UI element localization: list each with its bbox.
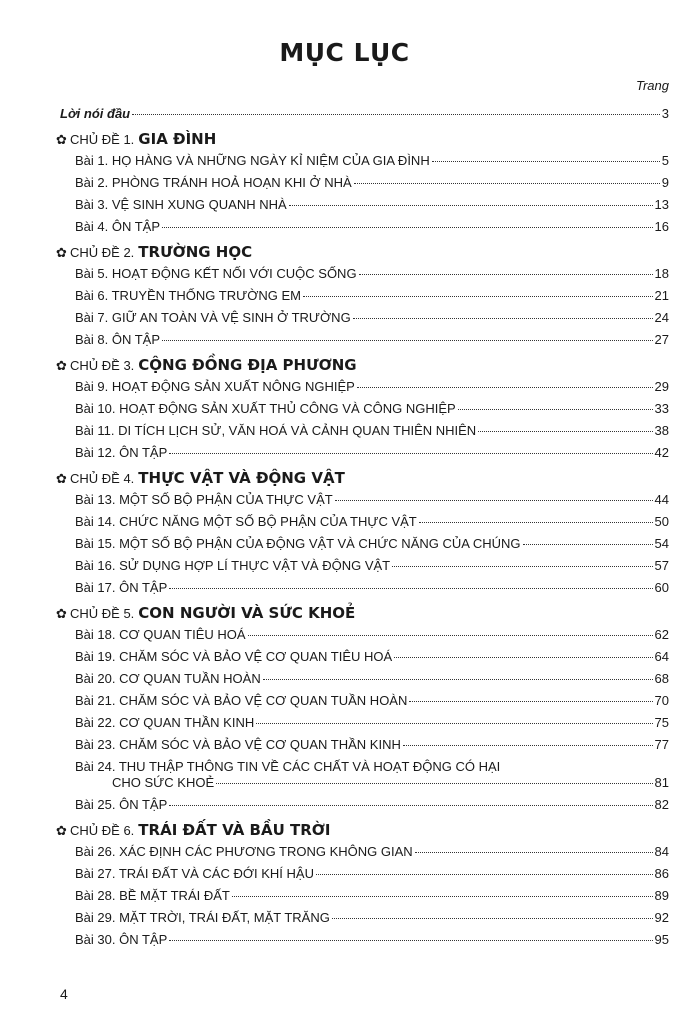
lesson-entry[interactable] <box>60 756 669 794</box>
topic-prefix: CHỦ ĐỀ 5. <box>70 606 135 621</box>
topic-name: THỰC VẬT VÀ ĐỘNG VẬT <box>138 469 345 487</box>
lesson-title: Bài 10. HOẠT ĐỘNG SẢN XUẤT THỦ CÔNG VÀ CÔNG NGHIỆP <box>75 401 456 416</box>
lesson-page-number: 29 <box>654 379 669 394</box>
lesson-page-number: 42 <box>654 445 669 460</box>
lesson-page-number: 21 <box>654 288 669 303</box>
leader-dots <box>359 274 653 275</box>
lesson-title: Bài 20. CƠ QUAN TUẦN HOÀN <box>75 671 261 686</box>
topic-prefix: CHỦ ĐỀ 6. <box>70 823 135 838</box>
table-of-contents <box>56 103 669 951</box>
leader-dots <box>216 783 652 784</box>
lesson-entry[interactable] <box>60 150 669 172</box>
lesson-page-number: 89 <box>654 888 669 903</box>
lesson-page-number: 57 <box>654 558 669 573</box>
lesson-entry[interactable] <box>60 285 669 307</box>
leader-dots <box>523 544 653 545</box>
lesson-title: Bài 8. ÔN TẬP <box>75 332 161 347</box>
leader-dots <box>432 161 660 162</box>
lesson-entry[interactable] <box>60 885 669 907</box>
leader-dots <box>415 852 653 853</box>
lesson-entry[interactable] <box>60 690 669 712</box>
lesson-page-number: 44 <box>654 492 669 507</box>
lesson-entry[interactable] <box>60 863 669 885</box>
lesson-page-number: 9 <box>661 175 669 190</box>
lesson-entry[interactable] <box>60 646 669 668</box>
lesson-title: Bài 28. BỀ MẶT TRÁI ĐẤT <box>75 888 230 903</box>
lesson-entry[interactable] <box>60 511 669 533</box>
topic-prefix: CHỦ ĐỀ 2. <box>70 245 135 260</box>
lesson-title: Bài 21. CHĂM SÓC VÀ BẢO VỆ CƠ QUAN TUẦN HOÀN <box>75 693 408 708</box>
lesson-page-number: 38 <box>654 423 669 438</box>
lesson-entry[interactable] <box>60 794 669 816</box>
lesson-title: Bài 7. GIỮ AN TOÀN VÀ VỆ SINH Ở TRƯỜNG <box>75 310 351 325</box>
topic-name: GIA ĐÌNH <box>138 130 217 148</box>
lesson-title: Bài 25. ÔN TẬP <box>75 797 168 812</box>
lesson-title: Bài 30. ÔN TẬP <box>75 932 168 947</box>
lesson-entry[interactable] <box>60 577 669 599</box>
page-column-label: Trang <box>636 78 669 93</box>
leader-dots <box>303 296 653 297</box>
lesson-entry[interactable] <box>60 420 669 442</box>
lesson-title: Bài 15. MỘT SỐ BỘ PHẬN CỦA ĐỘNG VẬT VÀ CHỨC NĂNG CỦA CHÚNG <box>75 536 521 551</box>
lesson-page-number: 60 <box>654 580 669 595</box>
leader-dots <box>354 183 660 184</box>
lesson-title: Bài 19. CHĂM SÓC VÀ BẢO VỆ CƠ QUAN TIÊU HOÁ <box>75 649 393 664</box>
lesson-entry[interactable] <box>60 216 669 238</box>
leader-dots <box>169 453 652 454</box>
lesson-title: Bài 27. TRÁI ĐẤT VÀ CÁC ĐỚI KHÍ HẬU <box>75 866 314 881</box>
lesson-page-number: 92 <box>654 910 669 925</box>
topic-heading[interactable] <box>56 599 669 624</box>
lesson-page-number: 95 <box>654 932 669 947</box>
leader-dots <box>478 431 652 432</box>
lesson-title: Bài 23. CHĂM SÓC VÀ BẢO VỆ CƠ QUAN THẦN KINH <box>75 737 401 752</box>
toc-intro-entry[interactable] <box>60 103 669 125</box>
leader-dots <box>403 745 653 746</box>
leader-dots <box>458 409 653 410</box>
lesson-entry[interactable] <box>60 734 669 756</box>
lesson-page-number: 33 <box>654 401 669 416</box>
lesson-title: Bài 11. DI TÍCH LỊCH SỬ, VĂN HOÁ VÀ CẢNH QUAN THIÊN NHIÊN <box>75 423 477 438</box>
lesson-title: Bài 22. CƠ QUAN THẦN KINH <box>75 715 255 730</box>
leader-dots <box>335 500 653 501</box>
lesson-title: Bài 12. ÔN TẬP <box>75 445 168 460</box>
lesson-title: Bài 4. ÔN TẬP <box>75 219 161 234</box>
topic-heading[interactable] <box>56 464 669 489</box>
lesson-entry[interactable] <box>60 307 669 329</box>
leader-dots <box>394 657 652 658</box>
lesson-title: Bài 17. ÔN TẬP <box>75 580 168 595</box>
lesson-entry[interactable] <box>60 489 669 511</box>
leader-dots <box>289 205 653 206</box>
leader-dots <box>419 522 653 523</box>
lesson-title: Bài 26. XÁC ĐỊNH CÁC PHƯƠNG TRONG KHÔNG GIAN <box>75 844 413 859</box>
topic-heading[interactable] <box>56 238 669 263</box>
leader-dots <box>169 940 652 941</box>
lesson-page-number: 70 <box>654 693 669 708</box>
lesson-entry[interactable] <box>60 442 669 464</box>
lesson-entry[interactable] <box>60 398 669 420</box>
leader-dots <box>169 588 652 589</box>
lesson-title: Bài 24. THU THẬP THÔNG TIN VỀ CÁC CHẤT VÀ HOẠT ĐỘNG CÓ HẠI <box>75 759 501 774</box>
topic-prefix: CHỦ ĐỀ 1. <box>70 132 135 147</box>
lesson-page-number: 18 <box>654 266 669 281</box>
leader-dots <box>162 227 653 228</box>
flower-bullet-icon: ✿ <box>56 358 67 373</box>
lesson-title: Bài 16. SỬ DỤNG HỢP LÍ THỰC VẬT VÀ ĐỘNG VẬT <box>75 558 391 573</box>
lesson-entry[interactable] <box>60 668 669 690</box>
lesson-entry[interactable] <box>60 533 669 555</box>
lesson-entry[interactable] <box>60 929 669 951</box>
flower-bullet-icon: ✿ <box>56 471 67 486</box>
leader-dots <box>409 701 652 702</box>
leader-dots <box>353 318 653 319</box>
leader-dots <box>162 340 653 341</box>
leader-dots <box>232 896 653 897</box>
flower-bullet-icon: ✿ <box>56 132 67 147</box>
lesson-title: Bài 1. HỌ HÀNG VÀ NHỮNG NGÀY KỈ NIỆM CỦA GIA ĐÌNH <box>75 153 430 168</box>
page-title: MỤC LỤC <box>279 38 410 67</box>
lesson-title: Bài 2. PHÒNG TRÁNH HOẢ HOẠN KHI Ở NHÀ <box>75 175 352 190</box>
lesson-entry[interactable] <box>60 712 669 734</box>
topic-name: TRÁI ĐẤT VÀ BẦU TRỜI <box>138 821 331 839</box>
lesson-page-number: 77 <box>654 737 669 752</box>
lesson-title: Bài 18. CƠ QUAN TIÊU HOÁ <box>75 627 246 642</box>
topic-name: CON NGƯỜI VÀ SỨC KHOẺ <box>138 604 356 622</box>
intro-title: Lời nói đầu <box>60 106 131 121</box>
lesson-page-number: 81 <box>654 775 669 790</box>
leader-dots <box>248 635 653 636</box>
lesson-page-number: 82 <box>654 797 669 812</box>
lesson-title: Bài 6. TRUYỀN THỐNG TRƯỜNG EM <box>75 288 301 303</box>
lesson-page-number: 24 <box>654 310 669 325</box>
lesson-entry[interactable] <box>60 194 669 216</box>
leader-dots <box>392 566 652 567</box>
lesson-title: Bài 29. MẶT TRỜI, TRÁI ĐẤT, MẶT TRĂNG <box>75 910 330 925</box>
lesson-page-number: 86 <box>654 866 669 881</box>
lesson-title-continued: CHO SỨC KHOẺ <box>112 775 215 790</box>
topics-list <box>56 125 669 951</box>
lesson-title: Bài 14. CHỨC NĂNG MỘT SỐ BỘ PHẬN CỦA THỰC VẬT <box>75 514 417 529</box>
lesson-page-number: 62 <box>654 627 669 642</box>
topic-prefix: CHỦ ĐỀ 3. <box>70 358 135 373</box>
lesson-page-number: 64 <box>654 649 669 664</box>
leader-dots <box>263 679 653 680</box>
topic-name: TRƯỜNG HỌC <box>138 243 253 261</box>
lesson-page-number: 54 <box>654 536 669 551</box>
lesson-entry[interactable] <box>60 376 669 398</box>
footer-page-number: 4 <box>60 986 68 1002</box>
topic-heading[interactable] <box>56 125 669 150</box>
lesson-page-number: 50 <box>654 514 669 529</box>
lesson-page-number: 75 <box>654 715 669 730</box>
lesson-entry[interactable] <box>60 263 669 285</box>
topic-name: CỘNG ĐỒNG ĐỊA PHƯƠNG <box>138 356 357 374</box>
lesson-title: Bài 13. MỘT SỐ BỘ PHẬN CỦA THỰC VẬT <box>75 492 333 507</box>
lesson-page-number: 13 <box>654 197 669 212</box>
leader-dots <box>169 805 652 806</box>
lesson-page-number: 5 <box>661 153 669 168</box>
lesson-entry[interactable] <box>60 172 669 194</box>
lesson-entry[interactable] <box>60 841 669 863</box>
leader-dots <box>357 387 653 388</box>
lesson-entry[interactable] <box>60 555 669 577</box>
leader-dots <box>316 874 653 875</box>
leader-dots <box>332 918 653 919</box>
topic-heading[interactable] <box>56 816 669 841</box>
lesson-entry[interactable] <box>60 329 669 351</box>
lesson-title: Bài 9. HOẠT ĐỘNG SẢN XUẤT NÔNG NGHIỆP <box>75 379 355 394</box>
lesson-entry[interactable] <box>60 624 669 646</box>
intro-page-number: 3 <box>661 106 669 121</box>
flower-bullet-icon: ✿ <box>56 823 67 838</box>
flower-bullet-icon: ✿ <box>56 606 67 621</box>
lesson-title: Bài 3. VỆ SINH XUNG QUANH NHÀ <box>75 197 287 212</box>
lesson-page-number: 84 <box>654 844 669 859</box>
topic-prefix: CHỦ ĐỀ 4. <box>70 471 135 486</box>
lesson-title: Bài 5. HOẠT ĐỘNG KẾT NỐI VỚI CUỘC SỐNG <box>75 266 357 281</box>
topic-heading[interactable] <box>56 351 669 376</box>
lesson-page-number: 27 <box>654 332 669 347</box>
lesson-entry[interactable] <box>60 907 669 929</box>
leader-dots <box>132 114 660 115</box>
leader-dots <box>256 723 652 724</box>
flower-bullet-icon: ✿ <box>56 245 67 260</box>
lesson-page-number: 16 <box>654 219 669 234</box>
lesson-page-number: 68 <box>654 671 669 686</box>
